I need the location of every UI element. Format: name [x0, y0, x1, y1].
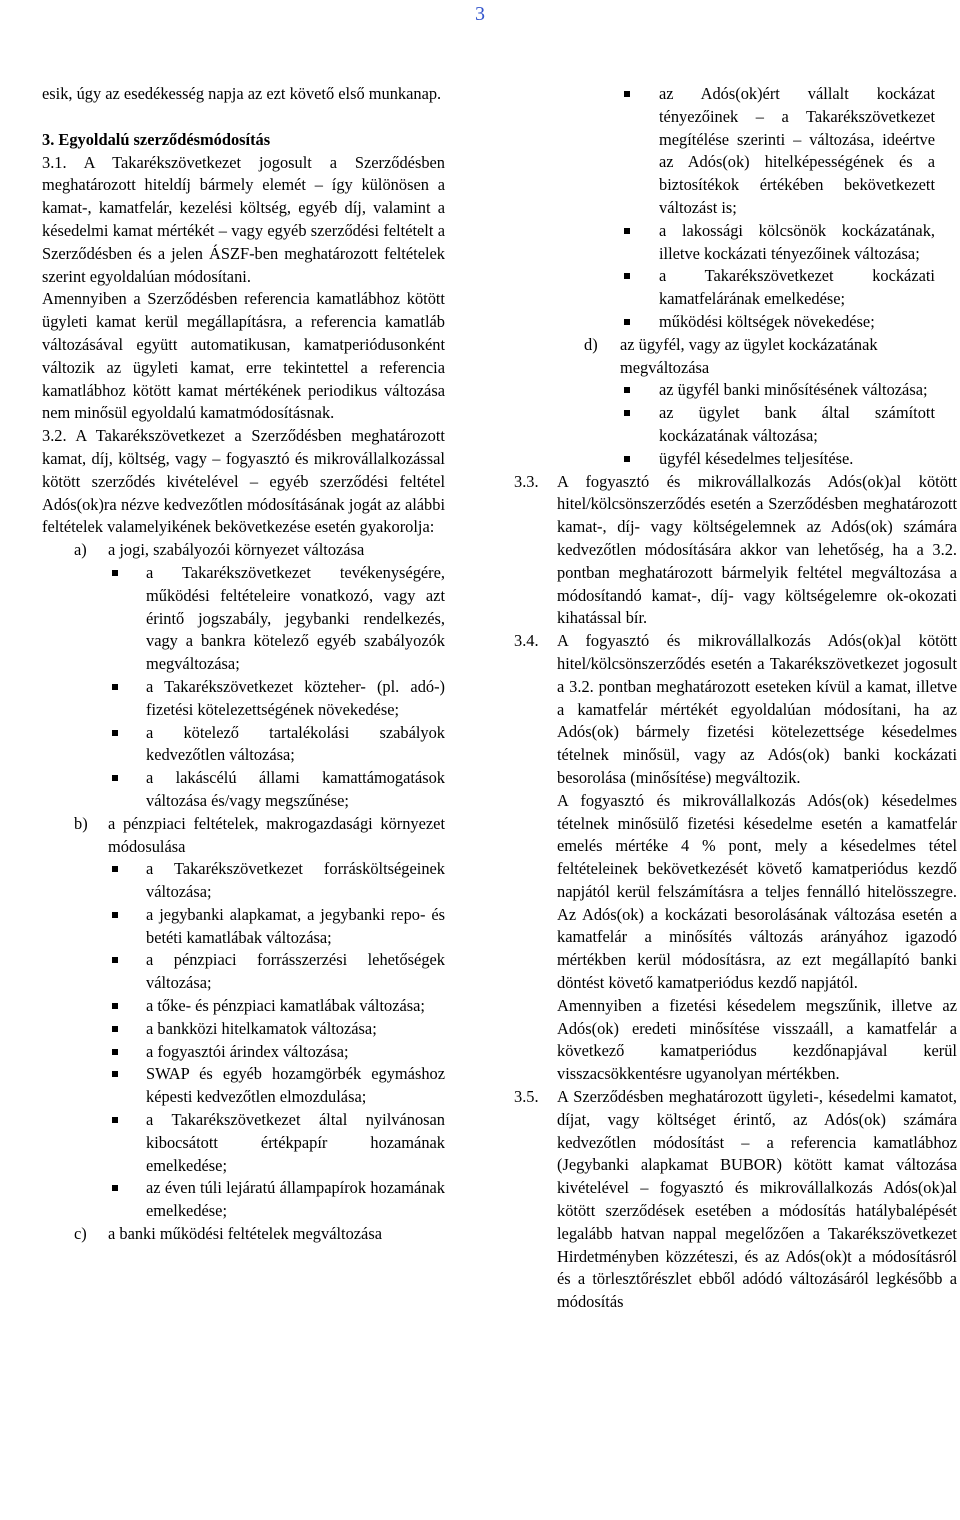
- section-3-4-label: 3.4.: [514, 631, 539, 651]
- intro-paragraph: esik, úgy az esedékesség napja az ezt követő első munkanap.: [42, 84, 442, 103]
- list-item: a fogyasztói árindex változása;: [42, 1041, 445, 1064]
- list-item: ügyfél késedelmes teljesítése.: [517, 448, 935, 471]
- section-3-4-paragraph-3: Amennyiben a fizetési késedelem megszűnik, illetve az Adós(ok) eredeti minősítése visszaáll, a kamatfelár a következő kamatperiódus kezdőnapjával kerül visszacsökkentésre ugyanolyan mértékben.: [557, 995, 957, 1084]
- item-a-text: a jogi, szabályozói környezet változása: [108, 540, 365, 560]
- list-item: a lakáscélú állami kamattámogatások változása és/vagy megszűnése;: [42, 767, 445, 813]
- list-item: a Takarékszövetkezet által nyilvánosan kibocsátott értékpapír hozamának emelkedése;: [42, 1109, 445, 1177]
- section-3-4-text: A fogyasztó és mikrovállalkozás Adós(ok)al kötött hitel/kölcsönszerződés esetén a Takarékszövetkezet jogosult a 3.2. pontban meghatározott eseteken kívül a kamat, illetve a kamatfelár mértékét egyoldalúan módosítani, ha az Adós(ok) bármely fizetési kötelezettsége késedelmes tételnek minősül, vagy az Adós(ok) banki kockázati besorolása (minősítése) megváltozik.: [557, 631, 957, 787]
- item-d: [517, 334, 935, 380]
- list-item: SWAP és egyéb hozamgörbék egymáshoz képesti kedvezőtlen elmozdulása;: [42, 1063, 445, 1109]
- item-c-text: a banki működési feltételek megváltozása: [108, 1224, 382, 1244]
- list-item: a bankközi hitelkamatok változása;: [42, 1018, 445, 1041]
- item-b-text: a pénzpiaci feltételek, makrogazdasági környezet módosulása: [108, 813, 445, 856]
- item-b: [42, 813, 445, 859]
- section-3-5: [514, 1086, 957, 1314]
- item-c-label: c): [74, 1224, 87, 1244]
- item-d-label: d): [584, 334, 598, 354]
- list-item: a Takarékszövetkezet forrásköltségeinek változása;: [42, 858, 445, 904]
- paragraph-3-1-b: Amennyiben a Szerződésben referencia kamatlábhoz kötött ügyleti kamat kerül megállapításra, a referencia kamatláb változásával együtt automatikusan, kamatperiódusonként változik az ügyleti kamat, erre tekintettel a referencia kamatlábhoz kötött kamat mértékének periodikus változása nem minősül egyoldalú kamatmódosításnak.: [42, 289, 445, 423]
- item-c: [42, 1223, 445, 1246]
- list-item: a kötelező tartalékolási szabályok kedvezőtlen változása;: [42, 722, 445, 768]
- section-3-3: [514, 471, 957, 631]
- list-item: működési költségek növekedése;: [517, 311, 935, 334]
- list-item: a jegybanki alapkamat, a jegybanki repo- és betéti kamatlábak változása;: [42, 904, 445, 950]
- section-3-4: [514, 630, 957, 1086]
- page-number: 3: [475, 3, 485, 25]
- section-3-5-label: 3.5.: [514, 1087, 539, 1107]
- list-item: a lakossági kölcsönök kockázatának, illetve kockázati tényezőinek változása;: [517, 220, 935, 266]
- list-item: a Takarékszövetkezet tevékenységére, működési feltételeire vonatkozó, vagy azt érintő jogszabály, jegybanki rendelkezés, vagy a bankra kötelező egyéb szabályozók megváltozása;: [42, 562, 445, 676]
- section-3-4-paragraph-2: A fogyasztó és mikrovállalkozás Adós(ok) késedelmes tételnek minősülő fizetési késedelme esetén a kamatfelár emelés mértéke 4 % pont, mely a késedelmes tétel feltételeinek bekövetkezését követő kamatperiódus kezdő napjától kerül felszámításra a teljes fennálló hitelösszegre. Az Adós(ok) a kockázati besorolásának változása esetén a kamatfelár a minősítés változás arányához igazodó mértékben kerül módosításra, az ezt megállapító banki döntést követő kamatperiódus kezdő napjától.: [557, 790, 957, 993]
- right-column: [514, 83, 960, 1314]
- item-b-label: b): [74, 813, 88, 833]
- list-item: a Takarékszövetkezet kockázati kamatfelárának emelkedése;: [517, 265, 935, 311]
- paragraph-3-1: 3.1. A Takarékszövetkezet jogosult a Szerződésben meghatározott hiteldíj bármely elemét – így különösen a kamat-, kamatfelár, kezelési költség, egyéb díj, valamint a késedelmi kamat mértékét – vagy egyéb szerződési feltételt a Szerződésben és a jelen ÁSZF-ben meghatározott feltételek szerint egyoldalúan módosítani.: [42, 152, 445, 286]
- item-b-list: [42, 858, 445, 1223]
- item-d-text: az ügyfél, vagy az ügylet kockázatának megváltozása: [620, 334, 878, 377]
- item-d-list: [517, 379, 935, 470]
- list-item: az Adós(ok)ért vállalt kockázat tényezőinek – a Takarékszövetkezet megítélése szerinti – változása, ideértve az Adós(ok) hitelképességének és a biztosítékok értékében bekövetkezett változást is;: [517, 83, 935, 220]
- list-item: a Takarékszövetkezet közteher- (pl. adó-) fizetési kötelezettségének növekedése;: [42, 676, 445, 722]
- list-item: a pénzpiaci forrásszerzési lehetőségek változása;: [42, 949, 445, 995]
- section-heading: 3. Egyoldalú szerződésmódosítás: [42, 129, 271, 149]
- list-item: az ügylet bank által számított kockázatának változása;: [517, 402, 935, 448]
- list-item: az ügyfél banki minősítésének változása;: [517, 379, 935, 402]
- list-item: az éven túli lejáratú állampapírok hozamának emelkedése;: [42, 1177, 445, 1223]
- section-3-3-label: 3.3.: [514, 471, 539, 491]
- item-a-list: [42, 562, 445, 813]
- item-a-label: a): [74, 540, 87, 560]
- left-column: [42, 83, 445, 1246]
- paragraph-3-2: 3.2. A Takarékszövetkezet a Szerződésben meghatározott kamat, díj, költség, vagy – fogyasztó és mikrovállalkozással kötött szerződés kivételével – egyéb szerződési feltétel Adós(ok)ra nézve kedvezőtlen módosításának jogát az alábbi feltételek valamelyikének bekövetkezése esetén gyakorolja:: [42, 426, 445, 537]
- list-item: a tőke- és pénzpiaci kamatlábak változása;: [42, 995, 445, 1018]
- section-3-3-text: A fogyasztó és mikrovállalkozás Adós(ok)al kötött hitel/kölcsönszerződés esetén a Szerződésben meghatározott kamat-, díj- vagy költségelemnek az Adós(ok) számára kedvezőtlen módosítására akkor van lehetőség, ha a 3.2. pontban meghatározott bármelyik feltétel megváltozása a módosítandó kamat-, díj- vagy költségelemre ok-okozati kihatással bír.: [557, 471, 957, 628]
- item-a: [42, 539, 445, 562]
- section-3-5-text: A Szerződésben meghatározott ügyleti-, késedelmi kamatot, díjat, vagy költséget érintő, az Adós(ok) számára kedvezőtlen módosítást – a referencia kamatlábhoz (Jegybanki alapkamat BUBOR) kötött kamat változása kivételével – fogyasztó és mikrovállalkozás Adós(ok)al kötött szerződések esetében a módosítás hatálybalépését legalább hatvan nappal megelőzően a Takarékszövetkezet Hirdetményben közzéteszi, és az Adós(ok)t a módosításról és a törlesztőrészlet ebből adódó változásáról legkésőbb a módosítás: [557, 1087, 957, 1312]
- item-c-list: [517, 83, 935, 334]
